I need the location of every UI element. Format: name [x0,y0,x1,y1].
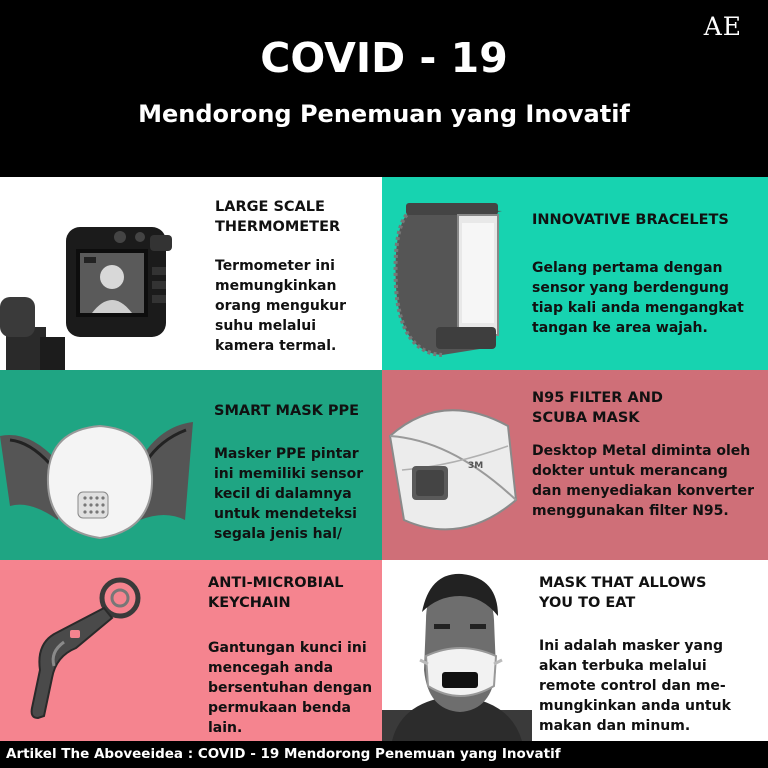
panel-eat-mask [382,560,768,741]
panel-title: MASK THAT ALLOWS YOU TO EAT [539,575,707,611]
panel-description: Gantungan kunci ini mencegah anda bersentuhan dengan permukaan benda lain. [208,640,373,736]
panel-description: Desktop Metal diminta oleh dokter untuk merancang dan menyediakan konverter menggunakan filter N95. [532,443,754,519]
smart-mask-icon [0,370,195,560]
panel-description: Masker PPE pintar ini memiliki sensor kecil di dalamnya untuk mendeteksi segala jenis hal/ [214,446,364,542]
mask-brand-label: 3M [468,461,484,471]
panel-keychain [0,560,382,741]
panel-title: N95 FILTER AND SCUBA MASK [532,390,663,426]
panel-title: LARGE SCALE THERMOMETER [215,199,341,235]
panel-title: INNOVATIVE BRACELETS [532,212,729,228]
panel-thermometer [0,177,382,370]
panel-bracelets [382,177,768,370]
footer [0,741,768,768]
bracelet-icon [382,177,522,370]
page-title: COVID - 19 [260,34,508,82]
panel-description: Termometer ini memungkinkan orang mengukur suhu melalui kamera termal. [215,258,347,354]
n95-mask-icon [382,370,532,560]
footer-caption: Artikel The Aboveeidea : COVID - 19 Mendorong Penemuan yang Inovatif [6,746,561,762]
brand-logo: AE [703,12,742,41]
header [0,0,768,177]
panel-n95 [382,370,768,560]
page-subtitle: Mendorong Penemuan yang Inovatif [138,100,630,128]
panel-smart-mask [0,370,382,560]
keychain-icon [0,560,160,741]
panel-title: ANTI-MICROBIAL KEYCHAIN [208,575,344,611]
panel-description: Gelang pertama dengan sensor yang berdengung tiap kali anda mengangkat tangan ke area wajah. [532,260,744,336]
masked-person-icon [382,560,532,741]
thermal-camera-icon [0,177,180,370]
panel-description: Ini adalah masker yang akan terbuka melalui remote control dan me- mungkinkan anda untuk makan dan minum. [539,638,731,734]
panel-title: SMART MASK PPE [214,403,360,419]
